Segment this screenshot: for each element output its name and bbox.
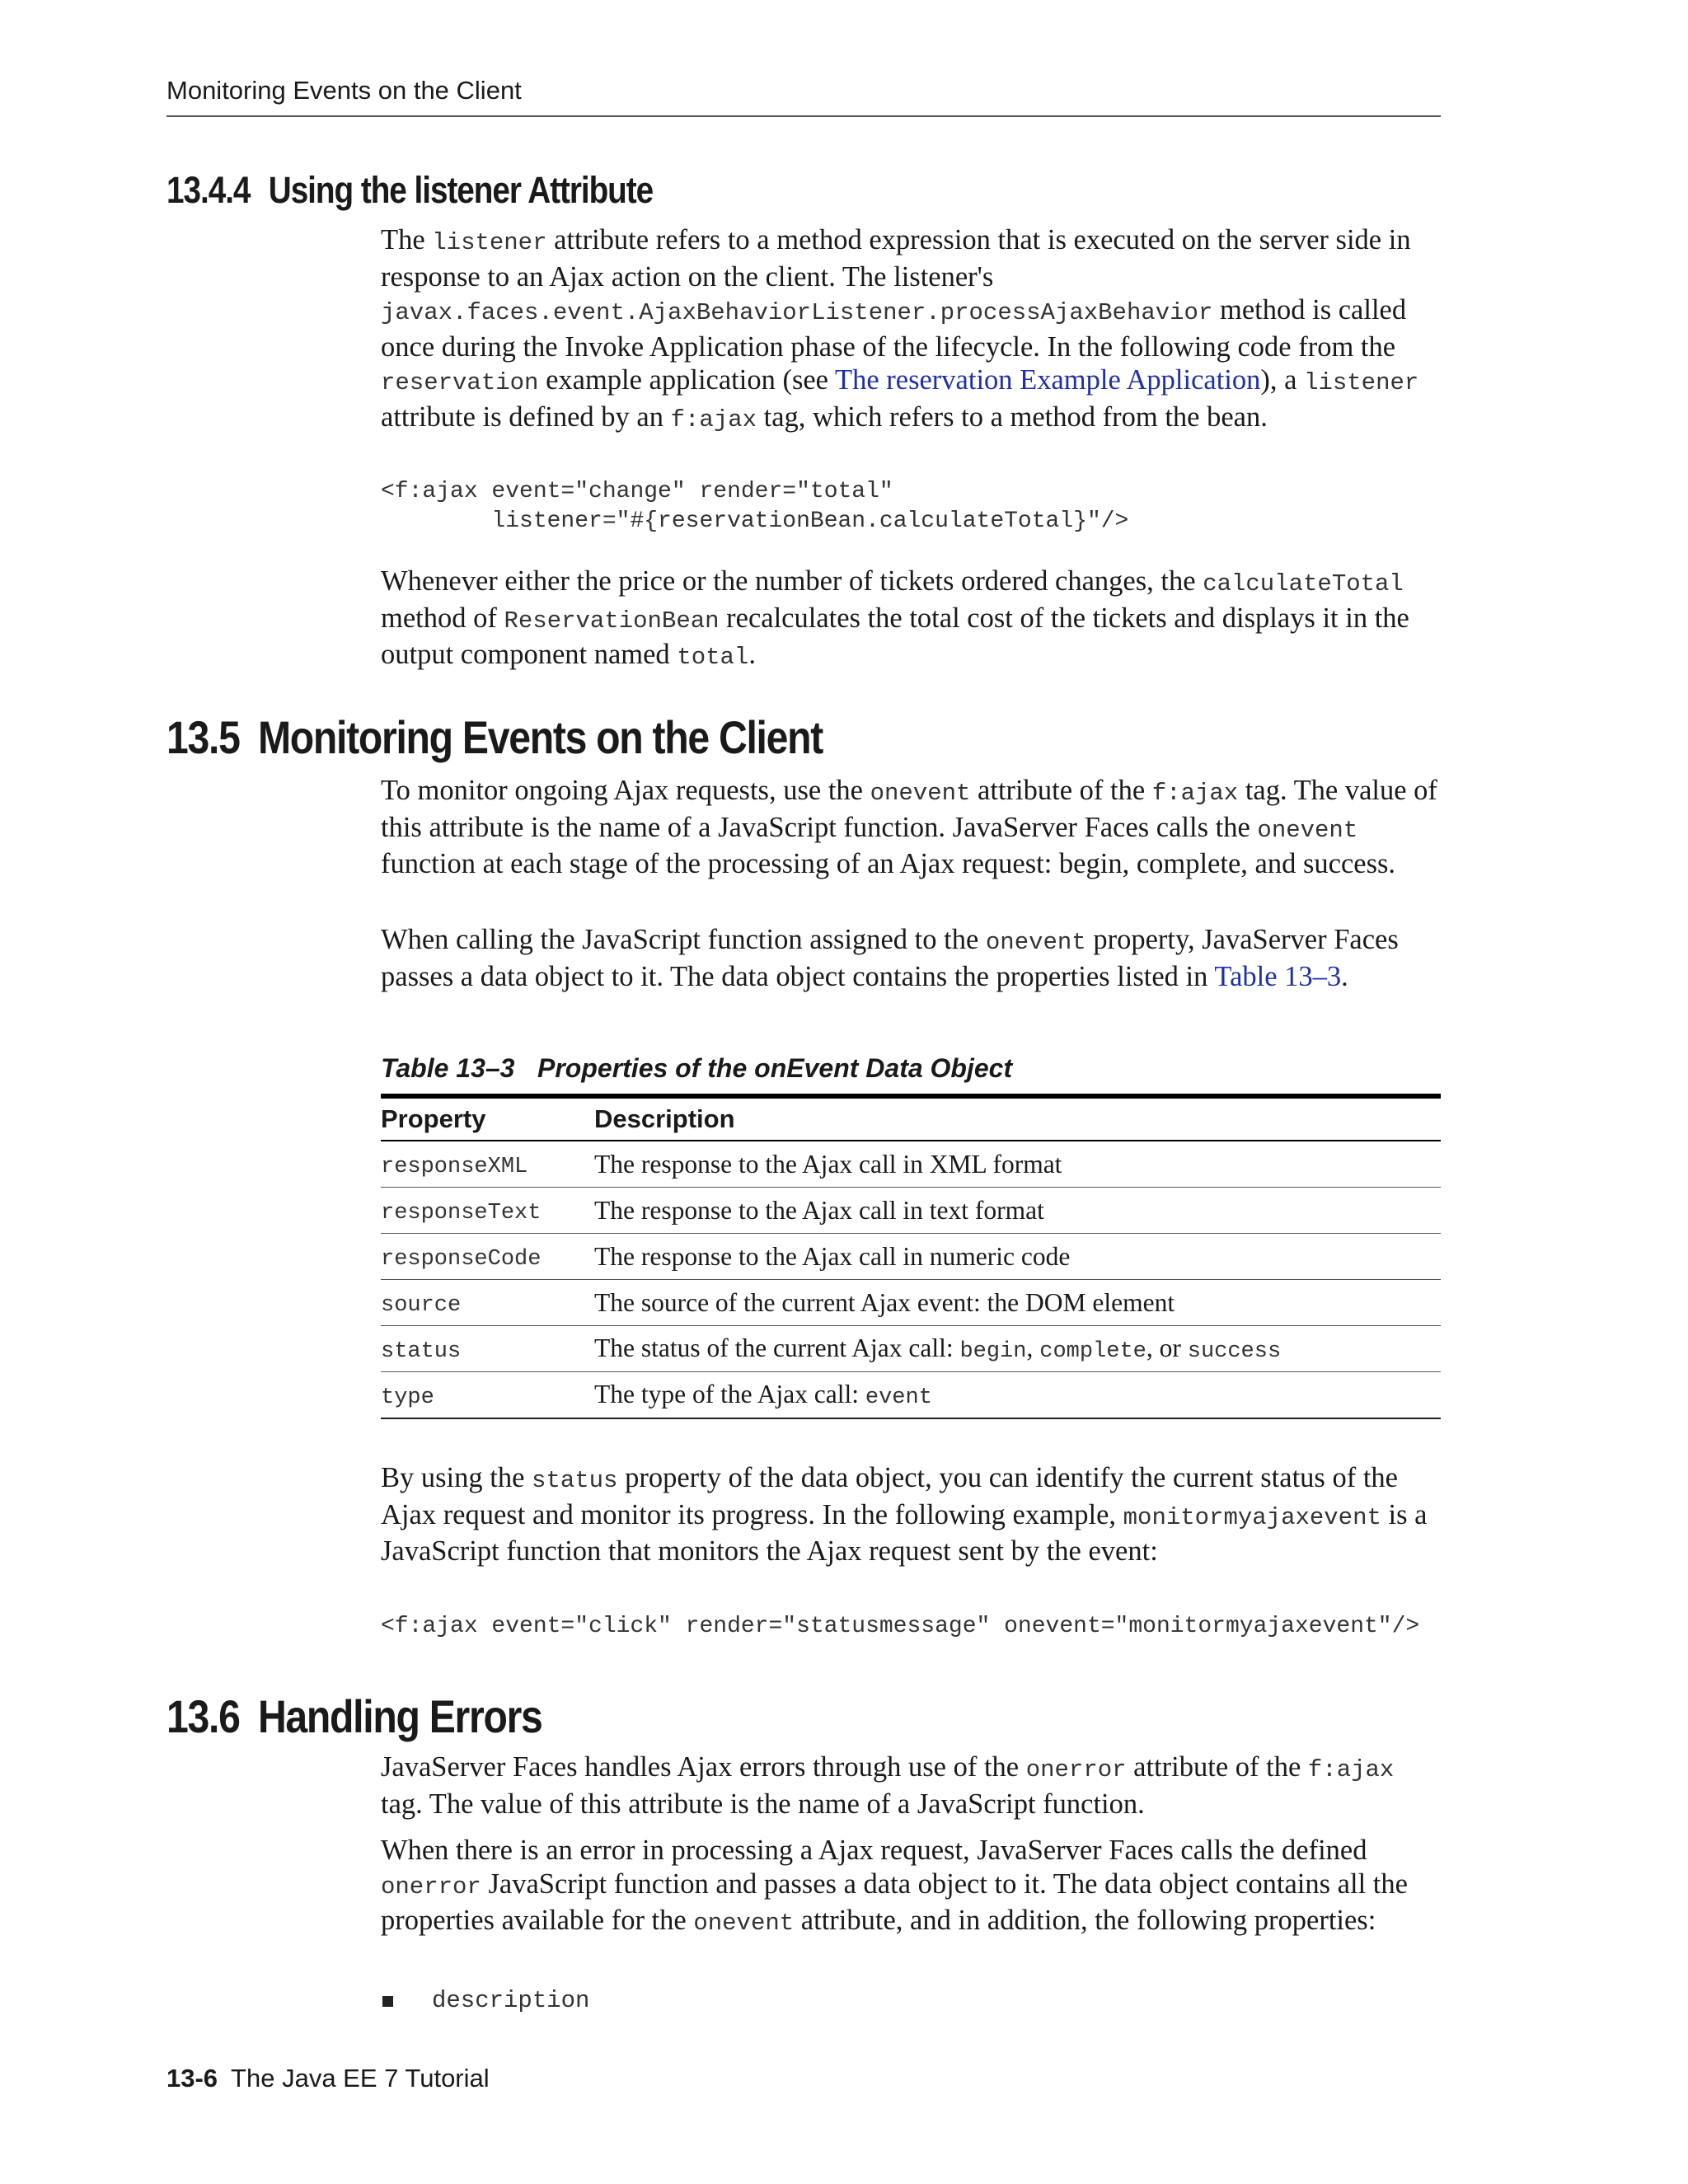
section-title: Monitoring Events on the Client <box>257 711 823 763</box>
calculate-total-paragraph <box>381 565 1441 675</box>
section-title: Handling Errors <box>257 1690 542 1742</box>
table-header-row <box>381 1096 1441 1141</box>
bullet-text: description <box>432 1987 590 2014</box>
description-cell: The response to the Ajax call in text format <box>594 1188 1441 1234</box>
property-name: status <box>381 1339 462 1364</box>
text: JavaScript function and passes a data object to it. The data object contains all the properties available for the <box>381 1868 1408 1936</box>
calculate-total-paragraph-wrap <box>381 565 1441 675</box>
text: The type of the Ajax call: <box>594 1380 865 1408</box>
table-row <box>381 1234 1441 1280</box>
description-cell <box>594 1326 1441 1372</box>
code-sample: <f:ajax event="click" render="statusmessage" onevent="monitormyajaxevent"/> <box>381 1614 1420 1639</box>
header-rule <box>166 115 1441 117</box>
text: When there is an error in processing a Ajax request, JavaServer Faces calls the defined <box>381 1835 1367 1866</box>
property-cell <box>381 1234 594 1280</box>
onevent-data-paragraph <box>381 923 1441 993</box>
section-13-5-body <box>381 774 1441 881</box>
text: property of the data object, you can identify the current status of the Ajax request and monitor its progress. In the following example, <box>381 1462 1398 1530</box>
table-row <box>381 1280 1441 1326</box>
listener-paragraph <box>381 223 1441 437</box>
text: tag, which refers to a method from the bean. <box>757 401 1268 433</box>
text: attribute is defined by an <box>381 401 671 433</box>
text: The <box>381 224 433 255</box>
table-row <box>381 1326 1441 1372</box>
section-13-5-heading <box>166 710 823 764</box>
header-property: Property <box>381 1104 486 1133</box>
square-bullet-icon <box>382 1996 393 2007</box>
text: . <box>1341 960 1348 992</box>
text: , or <box>1146 1333 1188 1362</box>
page-number: 13-6 <box>166 2064 218 2093</box>
description-cell: The response to the Ajax call in XML format <box>594 1141 1441 1188</box>
properties-table <box>381 1094 1441 1419</box>
code-process-ajax-behavior: javax.faces.event.AjaxBehaviorListener.processAjaxBehavior <box>381 299 1213 326</box>
property-name: responseCode <box>381 1247 542 1272</box>
text: To monitor ongoing Ajax requests, use the <box>381 775 870 806</box>
section-number: 13.4.4 <box>166 169 251 211</box>
text: method is called once during the Invoke Application phase of the lifecycle. In the following code from the <box>381 294 1407 363</box>
text: Whenever either the price or the number of tickets ordered changes, the <box>381 565 1203 597</box>
code-f-ajax: f:ajax <box>1307 1756 1395 1783</box>
description-cell <box>594 1372 1441 1419</box>
text: is a JavaScript function that monitors the Ajax request sent by the event: <box>381 1498 1428 1567</box>
text: By using the <box>381 1462 532 1493</box>
text: tag. The value of this attribute is the name of a JavaScript function. JavaServer Faces calls the <box>381 775 1437 843</box>
code-onevent: onevent <box>1257 816 1358 844</box>
page-footer <box>166 2064 490 2093</box>
code-f-ajax: f:ajax <box>670 405 757 434</box>
code-reservation-bean: ReservationBean <box>504 607 720 635</box>
text: recalculates the total cost of the tickets and displays it in the output component named <box>381 602 1409 670</box>
reservation-example-link[interactable]: The reservation Example Application <box>835 364 1261 396</box>
text: function at each stage of the processing of an Ajax request: begin, complete, and success. <box>381 848 1396 879</box>
section-13-4-4-heading <box>166 169 653 212</box>
section-13-6-heading <box>166 1690 542 1743</box>
code-total: total <box>677 644 749 671</box>
code-onevent: onevent <box>985 929 1086 956</box>
code-onerror: onerror <box>381 1872 481 1900</box>
table-caption <box>381 1053 1012 1084</box>
property-name: source <box>381 1293 462 1318</box>
description-cell: The response to the Ajax call in numeric code <box>594 1234 1441 1280</box>
text: , <box>1026 1333 1040 1362</box>
property-name: responseText <box>381 1201 542 1226</box>
text: tag. The value of this attribute is the name of a JavaScript function. <box>381 1788 1145 1820</box>
code-calculate-total: calculateTotal <box>1203 570 1404 598</box>
text: property, JavaServer Faces passes a data object to it. The data object contains the properties listed in <box>381 924 1399 992</box>
book-title: The Java EE 7 Tutorial <box>231 2064 490 2093</box>
property-cell <box>381 1372 594 1419</box>
text: JavaServer Faces handles Ajax errors through use of the <box>381 1751 1026 1783</box>
value-success: success <box>1187 1339 1282 1364</box>
table-13-3-link[interactable]: Table 13–3 <box>1214 960 1342 992</box>
value-begin: begin <box>959 1339 1027 1364</box>
onerror-intro-paragraph <box>381 1750 1441 1821</box>
value-complete: complete <box>1039 1339 1146 1364</box>
text: When calling the JavaScript function assigned to the <box>381 924 986 955</box>
section-13-6-body <box>381 1750 1441 1821</box>
code-reservation: reservation <box>381 369 539 396</box>
table-row <box>381 1188 1441 1234</box>
text: The status of the current Ajax call: <box>594 1333 960 1362</box>
running-header: Monitoring Events on the Client <box>166 76 522 105</box>
status-paragraph-wrap <box>381 1461 1441 1568</box>
property-cell <box>381 1280 594 1326</box>
section-number: 13.5 <box>166 711 240 763</box>
code-onerror: onerror <box>1025 1756 1127 1783</box>
table-title: Properties of the onEvent Data Object <box>537 1053 1013 1083</box>
text: example application (see <box>538 364 835 396</box>
property-cell <box>381 1188 594 1234</box>
header-description: Description <box>594 1104 735 1133</box>
section-title: Using the listener Attribute <box>268 169 654 211</box>
onevent-intro-paragraph <box>381 774 1441 881</box>
code-listener: listener <box>1304 369 1419 396</box>
text: attribute refers to a method expression that is executed on the server side in response to an Ajax action on the client. The listener's <box>381 224 1411 293</box>
text: . <box>748 639 756 670</box>
code-sample: <f:ajax event="change" render="total" listener="#{reservationBean.calculateTotal}"/> <box>381 479 1129 534</box>
table-number: Table 13–3 <box>381 1053 515 1083</box>
value-event: event <box>865 1385 932 1410</box>
listener-code-block <box>381 477 1441 537</box>
text: attribute of the <box>1126 1751 1308 1783</box>
code-onevent: onevent <box>870 780 971 807</box>
onevent-code-block <box>381 1612 1441 1642</box>
properties-bullet-list <box>381 1985 1441 2018</box>
code-f-ajax: f:ajax <box>1151 780 1239 807</box>
section-13-4-4-body <box>381 223 1441 437</box>
property-cell <box>381 1141 594 1188</box>
code-onevent: onevent <box>693 1910 795 1937</box>
text: attribute, and in addition, the following properties: <box>794 1905 1376 1936</box>
text: method of <box>381 602 504 634</box>
property-name: responseXML <box>381 1155 528 1179</box>
description-cell: The source of the current Ajax event: the DOM element <box>594 1280 1441 1326</box>
text: ), a <box>1260 364 1305 396</box>
code-status: status <box>532 1467 618 1494</box>
code-listener: listener <box>432 229 547 256</box>
property-name: type <box>381 1385 434 1410</box>
section-number: 13.6 <box>166 1690 240 1742</box>
status-paragraph <box>381 1461 1441 1568</box>
text: attribute of the <box>970 775 1152 806</box>
table-row <box>381 1372 1441 1419</box>
onevent-data-paragraph-wrap <box>381 923 1441 993</box>
onerror-data-paragraph-wrap <box>381 1834 1441 1941</box>
onerror-data-paragraph <box>381 1834 1441 1941</box>
property-cell <box>381 1326 594 1372</box>
code-monitormyajaxevent: monitormyajaxevent <box>1123 1503 1381 1531</box>
table-row <box>381 1141 1441 1188</box>
list-item <box>381 1985 1441 2018</box>
